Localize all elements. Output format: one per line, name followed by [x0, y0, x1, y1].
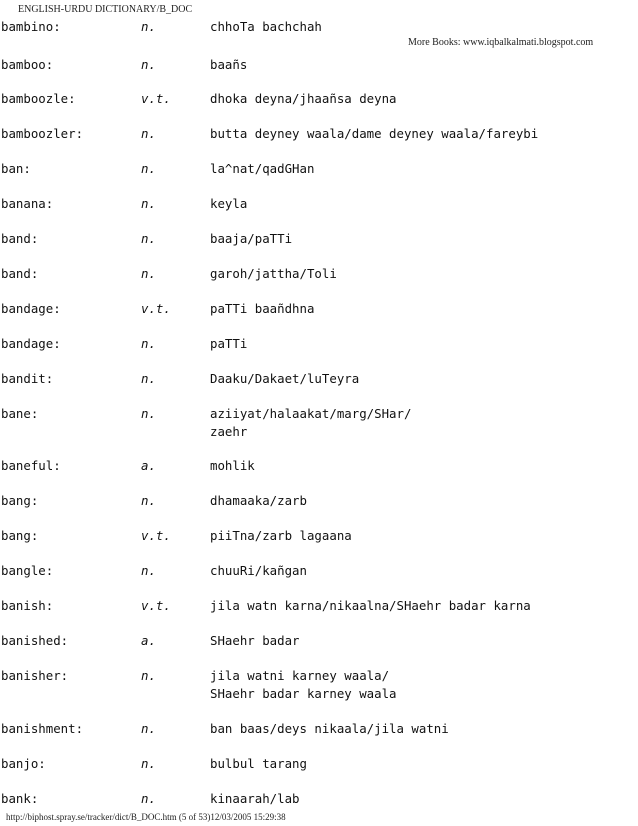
entry-meaning: ban baas/deys nikaala/jila watni	[210, 721, 449, 736]
entry-word: baneful:	[1, 458, 61, 473]
entry-meaning: garoh/jattha/Toli	[210, 266, 337, 281]
entry-part-of-speech: n.	[141, 231, 156, 246]
entry-part-of-speech: n.	[141, 57, 156, 72]
entry-word: banjo:	[1, 756, 46, 771]
entry-word: banisher:	[1, 668, 69, 683]
entry-word: bandit:	[1, 371, 54, 386]
entry-part-of-speech: v.t.	[141, 301, 171, 316]
entry-part-of-speech: n.	[141, 196, 156, 211]
entry-part-of-speech: n.	[141, 406, 156, 421]
entry-meaning: chhoTa bachchah	[210, 19, 322, 34]
entry-meaning: jila watni karney waala/ SHaehr badar karney waala	[210, 668, 397, 701]
entry-word: bank:	[1, 791, 39, 806]
more-books-link[interactable]: More Books: www.iqbalkalmati.blogspot.com	[408, 37, 594, 48]
entry-word: banana:	[1, 196, 54, 211]
entry-word: bambino:	[1, 19, 61, 34]
entry-word: banish:	[1, 598, 54, 613]
footer-url: http://biphost.spray.se/tracker/dict/B_DOC.htm (5 of 53)12/03/2005 15:29:38	[6, 812, 286, 822]
entry-meaning: piiTna/zarb lagaana	[210, 528, 352, 543]
entry-meaning: butta deyney waala/dame deyney waala/fareybi	[210, 126, 539, 141]
entry-meaning: kinaarah/lab	[210, 791, 300, 806]
entry-meaning: paTTi baañdhna	[210, 301, 315, 316]
entry-part-of-speech: n.	[141, 493, 156, 508]
entry-word: bamboo:	[1, 57, 54, 72]
entry-word: bane:	[1, 406, 39, 421]
entry-word: ban:	[1, 161, 31, 176]
entry-word: bamboozle:	[1, 91, 76, 106]
entry-part-of-speech: n.	[141, 161, 156, 176]
entry-part-of-speech: n.	[141, 266, 156, 281]
entry-meaning: aziiyat/halaakat/marg/SHar/ zaehr	[210, 406, 412, 439]
entry-meaning: chuuRi/kañgan	[210, 563, 307, 578]
entry-word: banishment:	[1, 721, 84, 736]
entry-part-of-speech: a.	[141, 633, 156, 648]
entry-meaning: mohlik	[210, 458, 255, 473]
entry-word: bamboozler:	[1, 126, 84, 141]
entry-word: bandage:	[1, 301, 61, 316]
entry-meaning: baañs	[210, 57, 248, 72]
entry-part-of-speech: n.	[141, 336, 156, 351]
entry-word: bang:	[1, 493, 39, 508]
entry-part-of-speech: n.	[141, 668, 156, 683]
entry-meaning: dhamaaka/zarb	[210, 493, 307, 508]
entry-part-of-speech: n.	[141, 563, 156, 578]
entry-part-of-speech: n.	[141, 791, 156, 806]
entry-meaning: jila watn karna/nikaalna/SHaehr badar karna	[210, 598, 531, 613]
entry-part-of-speech: n.	[141, 721, 156, 736]
entry-part-of-speech: n.	[141, 126, 156, 141]
entry-part-of-speech: v.t.	[141, 528, 171, 543]
page-header-title: ENGLISH-URDU DICTIONARY/B_DOC	[18, 4, 193, 15]
entry-part-of-speech: v.t.	[141, 91, 171, 106]
entry-word: bangle:	[1, 563, 54, 578]
entry-meaning: paTTi	[210, 336, 248, 351]
entry-meaning: Daaku/Dakaet/luTeyra	[210, 371, 360, 386]
entry-word: band:	[1, 231, 39, 246]
entry-meaning: dhoka deyna/jhaañsa deyna	[210, 91, 397, 106]
entry-meaning: keyla	[210, 196, 248, 211]
entry-part-of-speech: n.	[141, 19, 156, 34]
entry-part-of-speech: a.	[141, 458, 156, 473]
entry-word: band:	[1, 266, 39, 281]
entry-word: bang:	[1, 528, 39, 543]
entry-word: banished:	[1, 633, 69, 648]
entry-meaning: baaja/paTTi	[210, 231, 293, 246]
entry-part-of-speech: n.	[141, 756, 156, 771]
entry-meaning: la^nat/qadGHan	[210, 161, 315, 176]
entry-meaning: SHaehr badar	[210, 633, 300, 648]
entry-part-of-speech: v.t.	[141, 598, 171, 613]
entry-meaning: bulbul tarang	[210, 756, 307, 771]
entry-part-of-speech: n.	[141, 371, 156, 386]
entry-word: bandage:	[1, 336, 61, 351]
